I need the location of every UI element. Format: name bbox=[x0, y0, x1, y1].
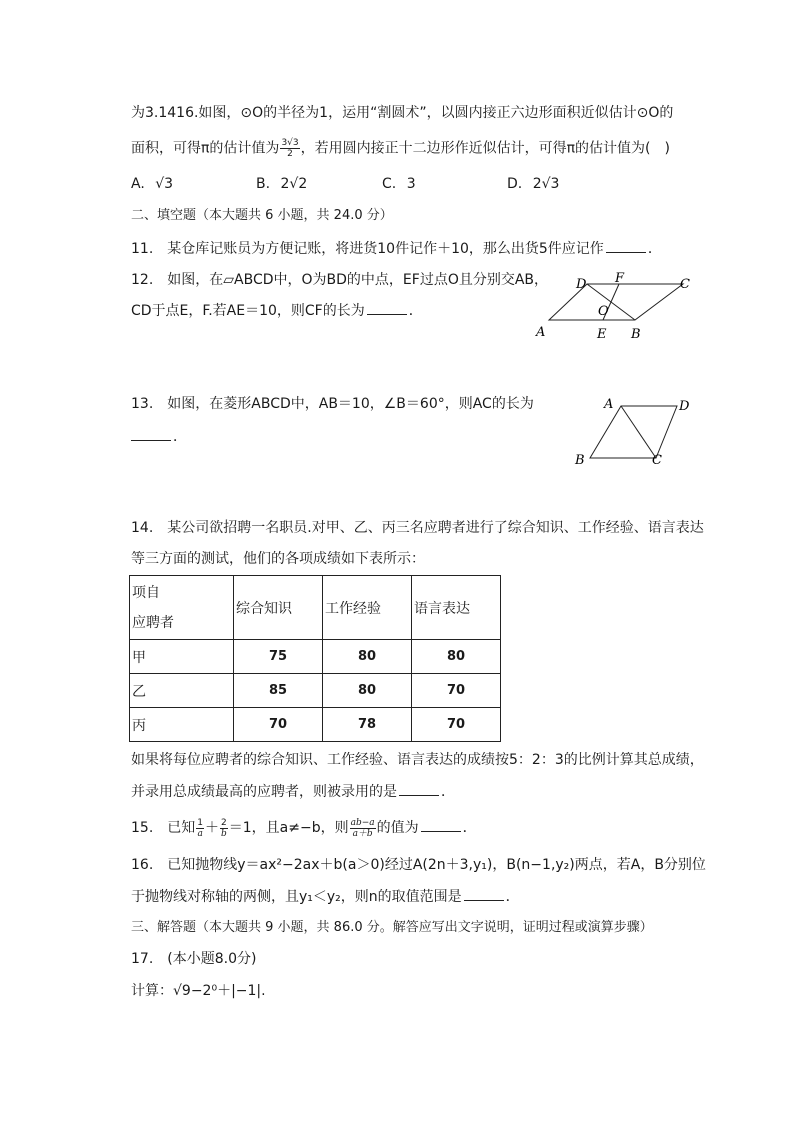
q16-line2-text: 于抛物线对称轴的两侧，且y₁＜y₂，则n的取值范围是 bbox=[131, 889, 462, 905]
q15: 15. 已知 $\frac{1}{a}$ ＋ $\frac{2}{b}$ ＝1，且a≠−b，则 $\frac{ab-a}{a+b}$ 的值为 ． bbox=[131, 817, 477, 839]
answer-blank bbox=[131, 426, 171, 441]
q14-end: ． bbox=[441, 784, 455, 800]
corner-top-label: 项自 bbox=[132, 584, 160, 601]
q10-option-a bbox=[131, 174, 173, 194]
table-row-name: 甲 bbox=[130, 640, 234, 674]
fraction-target-expression: $\frac{ab-a}{a+b}$ bbox=[350, 817, 375, 839]
table-corner-cell bbox=[130, 576, 234, 640]
q13-rhombus-figure bbox=[570, 394, 700, 469]
q10-line2 bbox=[131, 138, 670, 159]
table-row-name: 乙 bbox=[130, 674, 234, 708]
label-o: O bbox=[598, 304, 609, 319]
q12-line1: 12. 如图，在▱ABCD中，O为BD的中点，EF过点O且分别交AB， bbox=[131, 272, 549, 288]
corner-bottom-label: 应聘者 bbox=[132, 614, 174, 631]
q14-after2 bbox=[131, 781, 455, 802]
answer-blank bbox=[367, 300, 407, 315]
table-cell: 70 bbox=[412, 708, 501, 742]
q14-after2-text: 并录用总成绩最高的应聘者，则被录用的是 bbox=[131, 784, 397, 800]
q11-text: 11. 某仓库记账员为方便记账，将进货10件记作＋10，那么出货5件应记作 bbox=[131, 241, 604, 257]
q10-option-c bbox=[382, 174, 416, 194]
table-row bbox=[130, 708, 501, 742]
q15-suffix: 的值为 bbox=[376, 820, 419, 836]
section-3-title: 三、解答题（本大题共 9 小题，共 86.0 分。解答应写出文字说明，证明过程或演算步骤） bbox=[131, 920, 653, 935]
q12-line2 bbox=[131, 300, 423, 321]
option-value: 2√2 bbox=[280, 176, 308, 192]
fraction-denominator: 2 bbox=[287, 149, 293, 159]
parallelogram-abcd bbox=[549, 284, 683, 320]
diagonal-ac bbox=[621, 406, 656, 458]
option-label: A. bbox=[131, 176, 145, 192]
q11 bbox=[131, 238, 662, 259]
table-header-cell: 综合知识 bbox=[234, 576, 323, 640]
table-row bbox=[130, 640, 501, 674]
q13-line1: 13. 如图，在菱形ABCD中，AB＝10，∠B＝60°，则AC的长为 bbox=[131, 396, 534, 412]
q10-line1: 为3.1416.如图，⊙O的半径为1，运用“割圆术”，以圆内接正六边形面积近似估计⊙O的 bbox=[131, 105, 674, 121]
section-2-title: 二、填空题（本大题共 6 小题，共 24.0 分） bbox=[131, 208, 393, 223]
q13-line2 bbox=[131, 426, 187, 447]
q10-line2-b: ，若用圆内接正十二边形作近似估计，可得π的估计值为( ) bbox=[300, 140, 670, 157]
q15-prefix: 15. 已知 bbox=[131, 820, 196, 836]
q15-condition: ＝1，且a≠−b，则 bbox=[228, 820, 349, 836]
label-f: F bbox=[615, 272, 625, 286]
table-cell: 70 bbox=[412, 674, 501, 708]
pi-estimate-fraction bbox=[280, 138, 299, 159]
answer-blank bbox=[606, 238, 646, 253]
q14-line1: 14. 某公司欲招聘一名职员.对甲、乙、丙三名应聘者进行了综合知识、工作经验、语言表达 bbox=[131, 520, 704, 536]
q13-end: ． bbox=[173, 429, 187, 445]
table-cell: 80 bbox=[323, 674, 412, 708]
table-header-cell: 工作经验 bbox=[323, 576, 412, 640]
q12-line2-text: CD于点E，F.若AE＝10，则CF的长为 bbox=[131, 303, 365, 319]
q12-parallelogram-figure bbox=[530, 272, 700, 342]
table-cell: 80 bbox=[323, 640, 412, 674]
answer-blank bbox=[399, 781, 439, 796]
table-row bbox=[130, 674, 501, 708]
q15-end: ． bbox=[462, 820, 477, 836]
option-value: √3 bbox=[155, 176, 174, 192]
table-cell: 85 bbox=[234, 674, 323, 708]
q16-end: ． bbox=[505, 889, 520, 905]
table-header-cell: 语言表达 bbox=[412, 576, 501, 640]
q17-header: 17. (本小题8.0分) bbox=[131, 951, 257, 967]
q11-end: ． bbox=[647, 241, 662, 257]
option-value: 2√3 bbox=[532, 176, 560, 192]
q16-line2 bbox=[131, 886, 520, 907]
answer-blank bbox=[464, 886, 504, 901]
table-cell: 78 bbox=[323, 708, 412, 742]
option-label: D. bbox=[507, 176, 523, 192]
rhombus-abcd bbox=[590, 406, 677, 458]
label-a: A bbox=[536, 325, 546, 340]
table-cell: 75 bbox=[234, 640, 323, 674]
table-cell: 70 bbox=[234, 708, 323, 742]
q10-option-d bbox=[507, 174, 559, 194]
q16-line1: 16. 已知抛物线y＝ax²−2ax＋b(a＞0)经过A(2n＋3,y₁)，B(n−1,y₂)两点，若A，B分别位 bbox=[131, 857, 706, 873]
q14-line2: 等三方面的测试，他们的各项成绩如下表所示： bbox=[131, 551, 425, 567]
label-b: B bbox=[631, 327, 641, 342]
fraction-2-over-b: $\frac{2}{b}$ bbox=[221, 817, 227, 839]
option-value: 3 bbox=[406, 176, 416, 192]
score-table bbox=[129, 575, 501, 742]
fraction-numerator: 3√3 bbox=[281, 138, 299, 148]
label-d: D bbox=[679, 399, 690, 414]
table-header-row bbox=[130, 576, 501, 640]
table-cell: 80 bbox=[412, 640, 501, 674]
label-c: C bbox=[680, 277, 690, 292]
label-d: D bbox=[576, 277, 587, 292]
option-label: B. bbox=[256, 176, 271, 192]
q10-line2-a: 面积，可得π的估计值为 bbox=[131, 140, 280, 157]
label-a: A bbox=[604, 397, 614, 412]
q12-end: ． bbox=[408, 303, 423, 319]
label-c: C bbox=[652, 453, 662, 468]
q10-option-b bbox=[256, 174, 307, 194]
q14-after1: 如果将每位应聘者的综合知识、工作经验、语言表达的成绩按5：2：3的比例计算其总成绩， bbox=[131, 752, 704, 768]
fraction-1-over-a: $\frac{1}{a}$ bbox=[197, 817, 203, 839]
q17-text: 计算：√9−2⁰＋|−1|. bbox=[131, 983, 266, 999]
label-e: E bbox=[597, 327, 607, 342]
option-label: C. bbox=[382, 176, 397, 192]
table-row-name: 丙 bbox=[130, 708, 234, 742]
label-b: B bbox=[575, 453, 585, 468]
answer-blank bbox=[421, 817, 461, 832]
